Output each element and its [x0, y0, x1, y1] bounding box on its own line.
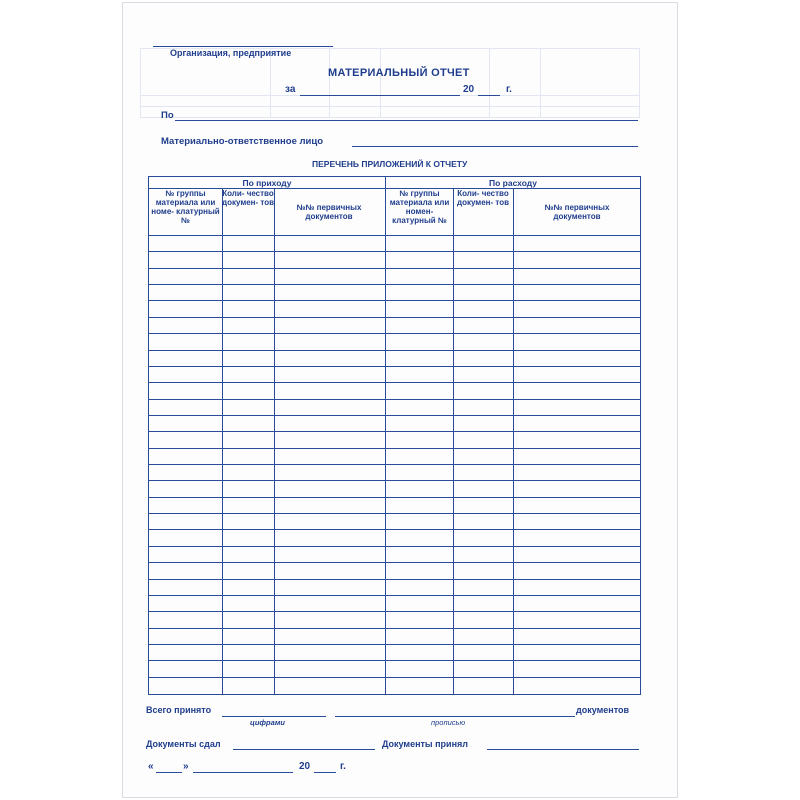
responsible-field[interactable]: [352, 146, 638, 147]
income-col-doc-count: Коли- чество докумен- тов: [222, 189, 275, 207]
table-row[interactable]: [149, 431, 640, 432]
table-row[interactable]: [149, 660, 640, 661]
table-row[interactable]: [149, 448, 640, 449]
table-row[interactable]: [149, 350, 640, 351]
responsible-label: Материально-ответственное лицо: [161, 136, 324, 147]
date-day-field[interactable]: [156, 772, 182, 773]
date-month-field[interactable]: [193, 772, 293, 773]
table-row[interactable]: [149, 497, 640, 498]
year-field[interactable]: [478, 95, 500, 96]
attachments-table: [148, 176, 641, 695]
col-sep: [453, 188, 454, 694]
table-row[interactable]: [149, 562, 640, 563]
date-open-quote: «: [148, 761, 154, 772]
table-row[interactable]: [149, 595, 640, 596]
expense-col-doc-count: Коли- чество докумен- тов: [456, 189, 509, 207]
date-year-prefix: 20: [299, 761, 311, 772]
background-grid-cell: [270, 48, 330, 118]
year-suffix: г.: [506, 84, 512, 95]
income-group-header: По приходу: [242, 178, 292, 188]
table-row[interactable]: [149, 579, 640, 580]
table-row[interactable]: [149, 611, 640, 612]
period-prefix: за: [285, 84, 296, 95]
table-row[interactable]: [149, 268, 640, 269]
total-words-field[interactable]: [335, 716, 575, 717]
income-col-doc-numbers: №№ первичных документов: [296, 203, 362, 221]
table-row[interactable]: [149, 529, 640, 530]
year-prefix: 20: [463, 84, 475, 95]
background-grid-cell: [380, 48, 490, 118]
table-row[interactable]: [149, 251, 640, 252]
org-line: [153, 46, 333, 47]
table-row[interactable]: [149, 366, 640, 367]
table-row[interactable]: [149, 235, 640, 236]
org-label: Организация, предприятие: [170, 48, 292, 58]
table-row[interactable]: [149, 382, 640, 383]
words-caption: прописью: [431, 718, 466, 727]
received-field[interactable]: [487, 749, 639, 750]
table-row[interactable]: [149, 415, 640, 416]
table-row[interactable]: [149, 546, 640, 547]
digits-caption: цифрами: [250, 718, 285, 727]
table-row[interactable]: [149, 317, 640, 318]
table-row[interactable]: [149, 300, 640, 301]
expense-col-doc-numbers: №№ первичных документов: [544, 203, 610, 221]
period-field[interactable]: [300, 95, 460, 96]
documents-label: документов: [576, 705, 630, 715]
date-year-suffix: г.: [340, 761, 346, 772]
table-row[interactable]: [149, 464, 640, 465]
table-row[interactable]: [149, 333, 640, 334]
po-field[interactable]: [175, 120, 638, 121]
group-sep: [385, 177, 386, 694]
table-row[interactable]: [149, 480, 640, 481]
po-label: По: [161, 110, 174, 121]
list-title: ПЕРЕЧЕНЬ ПРИЛОЖЕНИЙ К ОТЧЕТУ: [312, 159, 468, 169]
col-sep: [274, 188, 275, 694]
table-row[interactable]: [149, 399, 640, 400]
table-row[interactable]: [149, 513, 640, 514]
date-close-quote: »: [183, 761, 189, 772]
table-row[interactable]: [149, 284, 640, 285]
report-title: МАТЕРИАЛЬНЫЙ ОТЧЕТ: [328, 67, 470, 79]
handed-field[interactable]: [233, 749, 375, 750]
col-sep: [222, 188, 223, 694]
income-col-group-number: № группы материала или номе- клатурный №: [151, 189, 220, 225]
background-grid-cell: [540, 48, 640, 118]
table-row[interactable]: [149, 677, 640, 678]
table-row[interactable]: [149, 628, 640, 629]
handed-label: Документы сдал: [146, 739, 221, 749]
expense-group-header: По расходу: [488, 178, 538, 188]
total-digits-field[interactable]: [222, 716, 326, 717]
total-label: Всего принято: [146, 705, 212, 715]
expense-col-group-number: № группы материала или номен- клатурный №: [389, 189, 450, 225]
date-year-field[interactable]: [314, 772, 336, 773]
col-sep: [513, 188, 514, 694]
received-label: Документы принял: [382, 739, 468, 749]
table-row[interactable]: [149, 644, 640, 645]
